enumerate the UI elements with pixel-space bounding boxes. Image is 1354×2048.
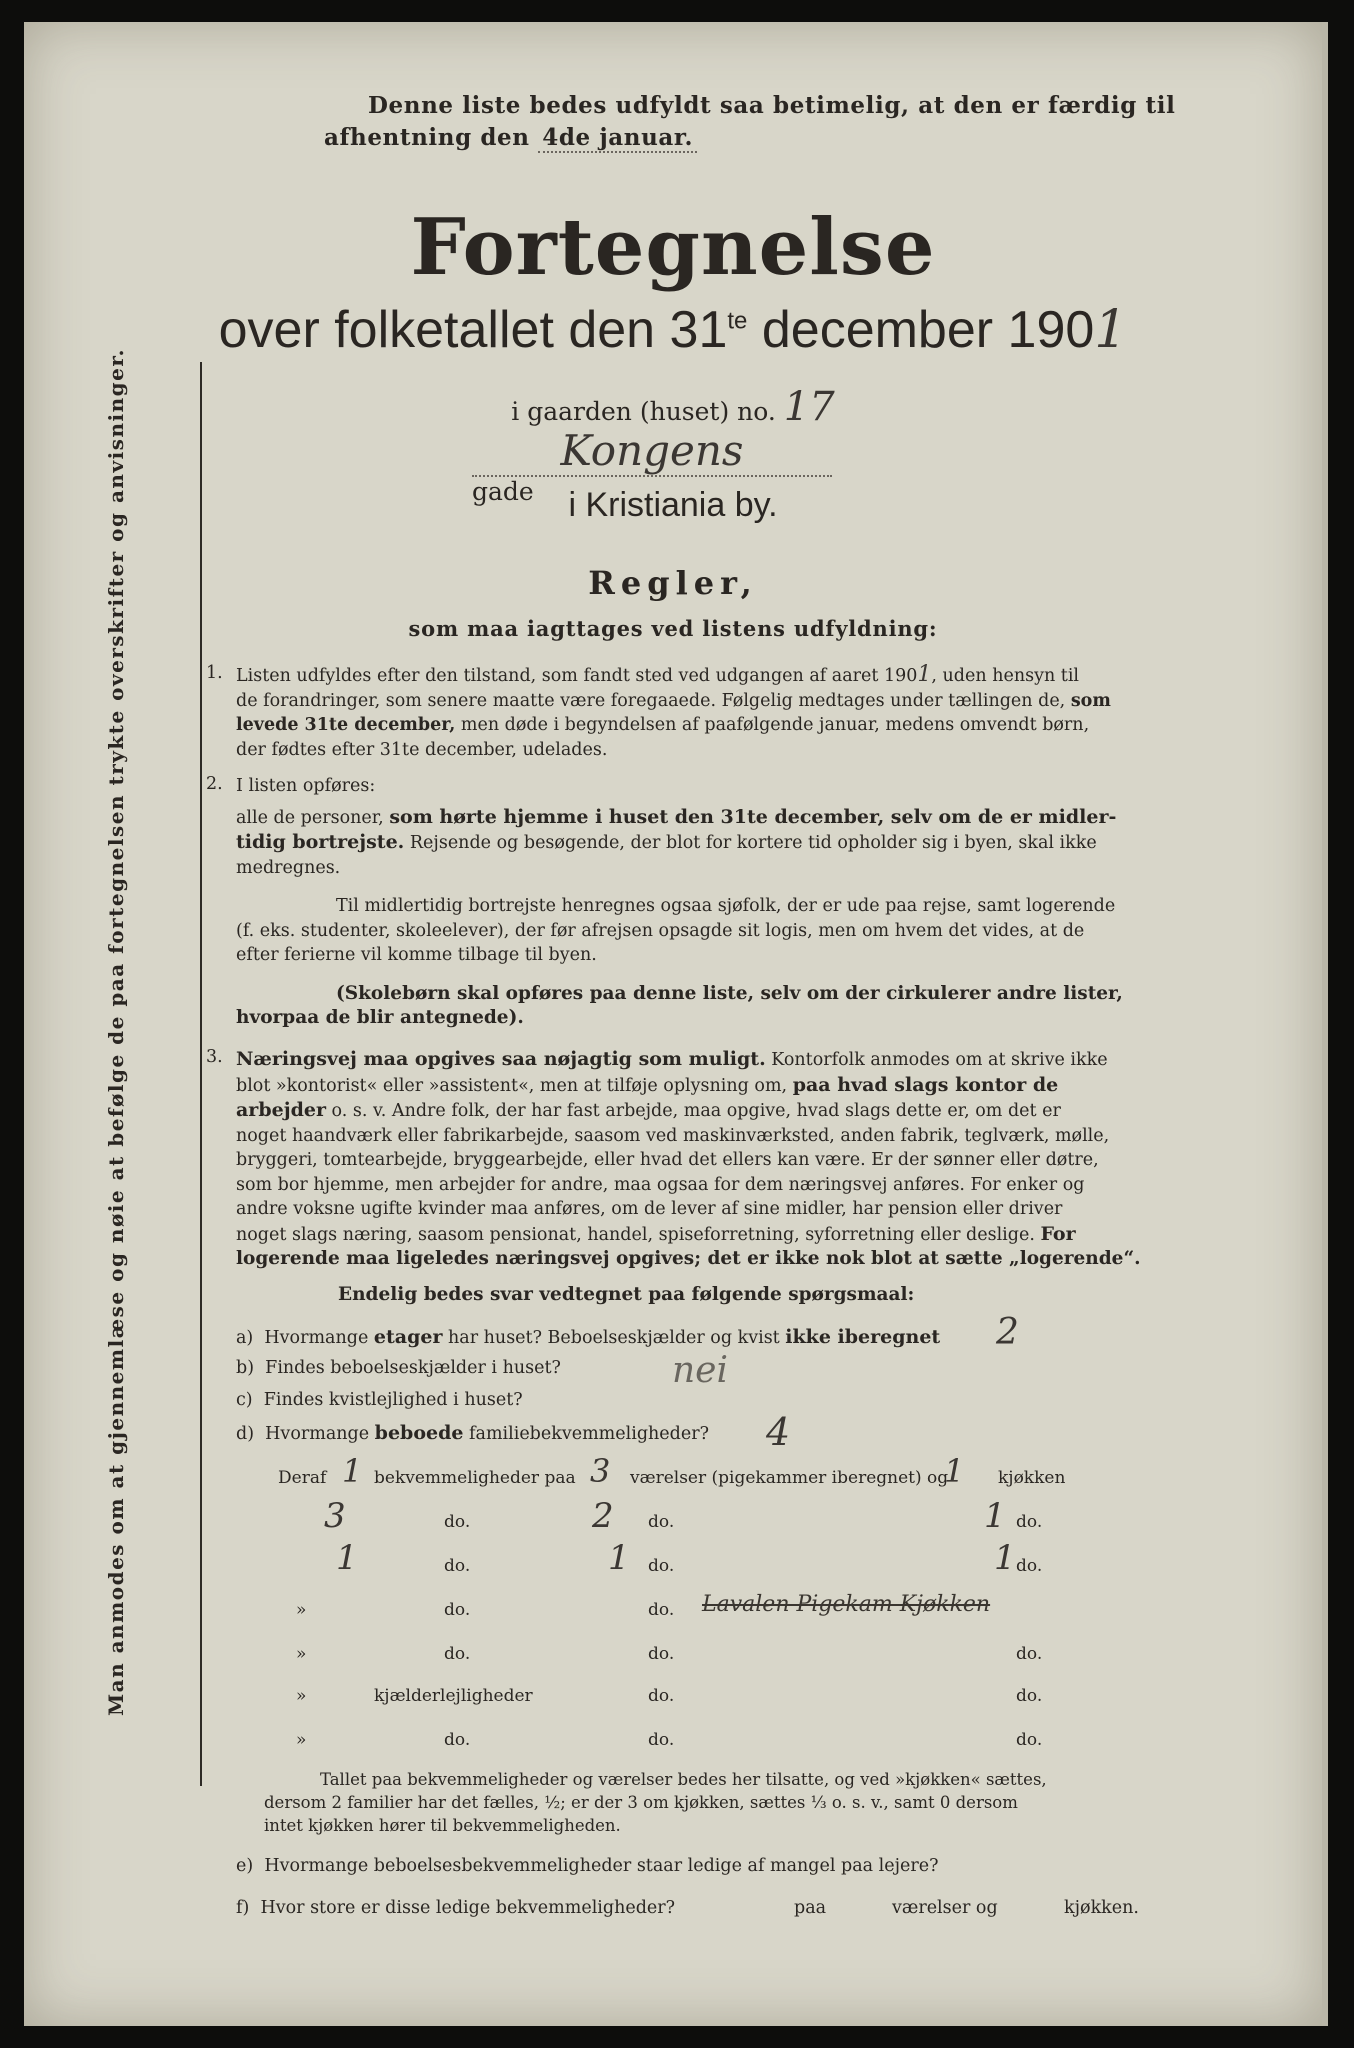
row-6-do-3: do.: [1016, 1686, 1043, 1706]
row-4-do-1: do.: [444, 1600, 471, 1620]
rule-2-number: 2.: [206, 774, 223, 794]
subtitle-pre: over folketallet den 31: [218, 301, 728, 359]
question-c: c) Findes kvistlejlighed i huset?: [236, 1390, 523, 1410]
answer-a-handwritten: 2: [996, 1312, 1019, 1353]
row-7-do-2: do.: [648, 1730, 675, 1750]
rule-2-para-2-line-3: efter ferierne vil komme tilbage til byen.: [236, 945, 597, 965]
row-3-do-1: do.: [444, 1556, 471, 1576]
row-1-bek-handwritten: 1: [342, 1452, 363, 1490]
row-3-vaer-handwritten: 1: [608, 1538, 630, 1578]
rule-2-para-2-line-1: Til midlertidig bortrejste henregnes ogsaa sjøfolk, der er ude paa rejse, samt logerende: [336, 896, 1116, 916]
rule-1-line-2: de forandringer, som senere maatte være foregaaede. Følgelig medtages under tællingen de, som: [236, 690, 1111, 711]
question-a: a) Hvormange etager har huset? Beboelseskjælder og kvist ikke iberegnet: [236, 1326, 941, 1348]
rule-3-line-7: andre voksne ugifte kvinder maa anføres, om de lever af sine midler, har pension eller driver: [236, 1199, 1063, 1219]
table-deraf-label: Deraf: [278, 1468, 327, 1488]
rule-1-line-1: Listen udfyldes efter den tilstand, som fandt sted ved udgangen af aaret 1901, uden hensyn til: [236, 662, 1080, 687]
header-line-2: [324, 124, 697, 151]
rule-1-text: [236, 663, 1174, 762]
row-6-mark: »: [296, 1686, 307, 1706]
rule-3-line-1: Næringsvej maa opgives saa nøjagtig som muligt. Kontorfolk anmodes om at skrive ikke: [236, 1048, 1108, 1070]
row-7-do-3: do.: [1016, 1730, 1043, 1750]
rule-1-line-4: der fødtes efter 31te december, udelades.: [236, 739, 608, 760]
table-header-bek: bekvemmeligheder paa: [374, 1468, 576, 1488]
handwritten-street: Kongens: [472, 426, 832, 477]
rule-2-line-4: medregnes.: [236, 857, 341, 878]
row-2-do-1: do.: [444, 1512, 471, 1532]
rules-heading: Regler,: [588, 564, 758, 602]
rule-2-para-2-line-2: (f. eks. studenter, skoleelever), der før afrejsen opsagde sit logis, men om hvem det vides, at de: [236, 920, 1085, 941]
question-f: f) Hvor store er disse ledige bekvemmeligheder? paa værelser og kjøkken.: [236, 1898, 1139, 1918]
city-line: i Kristiania by.: [568, 486, 778, 524]
page-subtitle: [24, 300, 1322, 360]
row-2-vaer-handwritten: 2: [592, 1496, 614, 1536]
rule-2-line-3: tidig bortrejste. Rejsende og besøgende, der blot for kortere tid opholder sig i byen, skal ikke: [236, 831, 1097, 853]
handwritten-year: 1: [1094, 300, 1128, 360]
subtitle-sup: te: [727, 307, 748, 335]
row-5-do-3: do.: [1016, 1644, 1043, 1664]
rule-1-line-3: levede 31te december, men døde i begyndelsen af paafølgende januar, medens omvendt børn,: [236, 715, 1090, 735]
rule-3-line-6: som bor hjemme, men arbejder for andre, maa ogsaa for dem næringsvej anføres. For enker og: [236, 1174, 1085, 1195]
row-7-do-1: do.: [444, 1730, 471, 1750]
row-1-vaer-handwritten: 3: [590, 1452, 611, 1490]
header-line-2-prefix: afhentning den: [324, 124, 530, 151]
row-5-do-2: do.: [648, 1644, 675, 1664]
handwritten-house-number: 17: [783, 384, 835, 430]
row-7-mark: »: [296, 1730, 307, 1750]
rule-2-text: [236, 774, 1174, 1031]
rule-2-line-2: alle de personer, som hørte hjemme i huset den 31te december, selv om de er midler-: [236, 805, 1117, 828]
gaard-label: i gaarden (huset) no.: [511, 397, 776, 426]
rule-2-para-3-line-2: hvorpaa de blir antegnede).: [236, 1007, 524, 1028]
row-3-kjok-handwritten: 1: [994, 1538, 1016, 1578]
rule-2-para-3-line-1: (Skolebørn skal opføres paa denne liste, selv om der cirkulerer andre lister,: [336, 982, 1123, 1004]
rule-3-line-5: bryggeri, tomtearbejde, bryggearbejde, eller hvad det ellers kan være. Er der sønner eller døtre,: [236, 1150, 1099, 1170]
table-header-vaer: værelser (pigekammer iberegnet) og: [630, 1468, 949, 1488]
answer-d-handwritten: 4: [766, 1410, 791, 1454]
question-d: d) Hvormange beboede familiebekvemmeligheder?: [236, 1422, 709, 1444]
row-2-do-3: do.: [1016, 1512, 1043, 1532]
rule-3-number: 3.: [206, 1047, 223, 1067]
rule-3-line-3: arbejder o. s. v. Andre folk, der har fast arbejde, maa opgive, hvad slags dette er, om det er: [236, 1099, 1061, 1121]
table-note-line-1: Tallet paa bekvemmeligheder og værelser bedes her tilsatte, og ved »kjøkken« sættes,: [320, 1770, 1047, 1789]
row-4-do-2: do.: [648, 1600, 675, 1620]
answer-b-handwritten: nei: [672, 1350, 729, 1391]
row-4-mark: »: [296, 1600, 307, 1620]
row-3-bek-handwritten: 1: [336, 1538, 358, 1578]
row-5-do-1: do.: [444, 1644, 471, 1664]
rules-subheading: som maa iagttages ved listens udfyldning:: [408, 616, 938, 641]
row-3-do-2: do.: [648, 1556, 675, 1576]
row-6-do-2: do.: [648, 1686, 675, 1706]
row-2-do-2: do.: [648, 1512, 675, 1532]
table-note: [264, 1768, 1174, 1837]
row-4-struck-handwriting: Lavalen Pigekam Kjøkken: [702, 1592, 991, 1617]
question-e: e) Hvormange beboelsesbekvemmeligheder staar ledige af mangel paa lejere?: [236, 1856, 939, 1876]
table-note-line-3: intet kjøkken hører til bekvemmeligheden.: [264, 1816, 621, 1835]
rule-3-line-8: noget slags næring, saasom pensionat, handel, spiseforretning, syforretning eller deslige. For: [236, 1222, 1076, 1245]
rule-3-text: [236, 1047, 1174, 1272]
table-note-line-2: dersom 2 familier har det fælles, ½; er der 3 om kjøkken, sættes ⅓ o. s. v., samt 0 dersom: [264, 1793, 1018, 1812]
census-form-page: [24, 22, 1328, 2026]
row-5-mark: »: [296, 1644, 307, 1664]
table-header-kjok: kjøkken: [998, 1468, 1066, 1488]
rule-3-line-9: logerende maa ligeledes næringsvej opgives; det er ikke nok blot at sætte „logerende“.: [236, 1248, 1141, 1269]
gade-label: gade: [472, 477, 534, 506]
rule-3-line-4: noget haandværk eller fabrikarbejde, saasom ved maskinværksted, anden fabrik, teglværk, mølle,: [236, 1125, 1110, 1146]
rule-1-number: 1.: [206, 663, 223, 683]
rule-3-line-2: blot »kontorist« eller »assistent«, men at tilføje oplysning om, paa hvad slags kontor de: [236, 1073, 1059, 1096]
question-b: b) Findes beboelseskjælder i huset?: [236, 1358, 561, 1378]
row-6-kjaelder-label: kjælderlejligheder: [374, 1686, 533, 1706]
page-title: Fortegnelse: [410, 202, 936, 293]
rule-2-line-1: I listen opføres:: [236, 776, 376, 796]
row-2-bek-handwritten: 3: [324, 1496, 346, 1536]
row-3-do-3: do.: [1016, 1556, 1043, 1576]
row-1-kjok-handwritten: 1: [944, 1452, 965, 1490]
pickup-date: 4de januar.: [538, 124, 697, 153]
sidebar-instruction: Man anmodes om at gjennemlæse og nøie at befølge de paa fortegnelsen trykte overskrifter og anvisninger.: [104, 347, 128, 1717]
row-2-kjok-handwritten: 1: [984, 1496, 1006, 1536]
house-number-line: [24, 384, 1322, 430]
header-line-1: Denne liste bedes udfyldt saa betimelig, at den er færdig til: [368, 92, 1176, 119]
subtitle-post: december 190: [747, 301, 1095, 359]
questions-intro: Endelig bedes svar vedtegnet paa følgende spørgsmaal:: [338, 1284, 915, 1305]
